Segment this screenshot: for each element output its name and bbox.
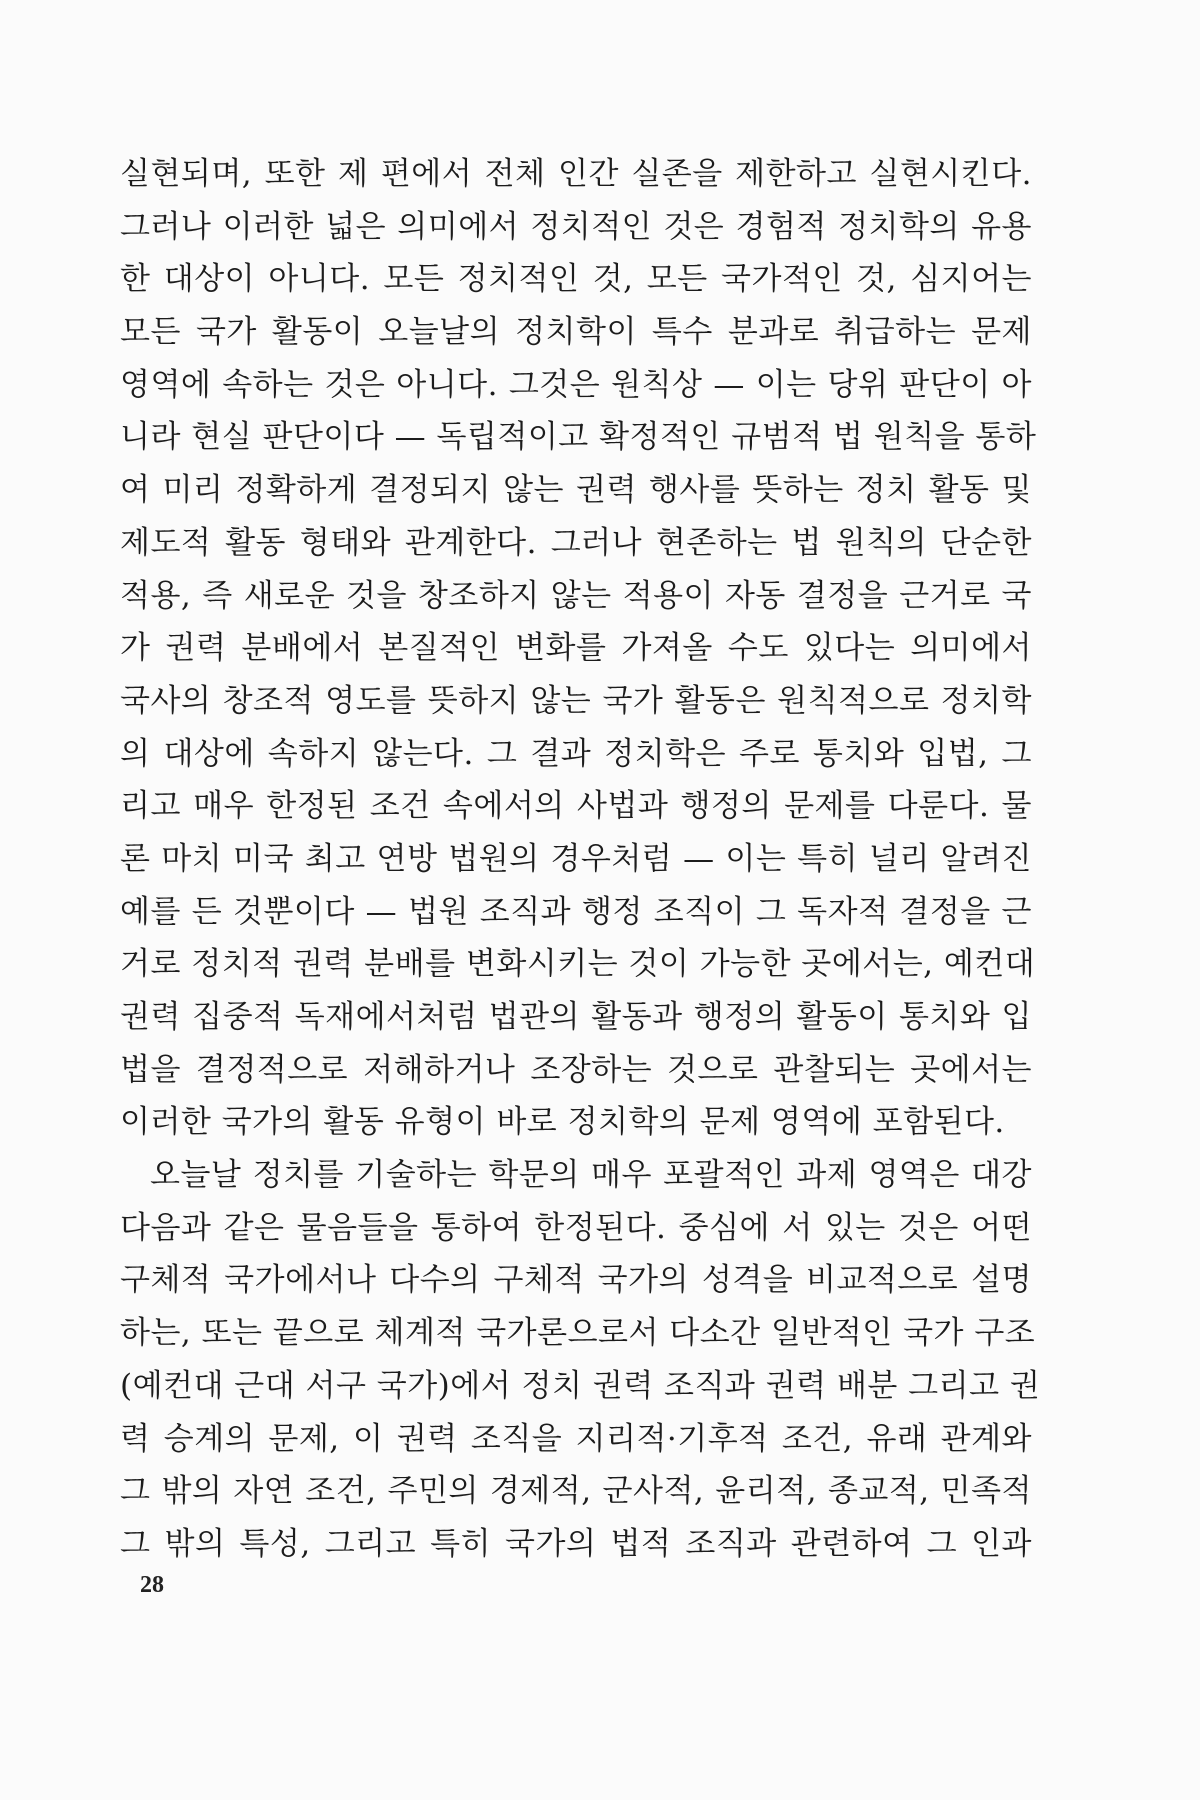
text-line: 론 마치 미국 최고 연방 법원의 경우처럼 — 이는 특히 널리 알려진 bbox=[120, 840, 1032, 877]
text-line: 니라 현실 판단이다 — 독립적이고 확정적인 규범적 법 원칙을 통하 bbox=[120, 419, 1037, 456]
body-text bbox=[120, 148, 1041, 1571]
text-line: 모든 국가 활동이 오늘날의 정치학이 특수 분과로 취급하는 문제 bbox=[120, 314, 1032, 351]
text-line: 적용, 즉 새로운 것을 창조하지 않는 적용이 자동 결정을 근거로 국 bbox=[120, 577, 1032, 614]
text-line: 다음과 같은 물음들을 통하여 한정된다. 중심에 서 있는 것은 어떤 bbox=[120, 1209, 1032, 1246]
text-line: 하는, 또는 끝으로 체계적 국가론으로서 다소간 일반적인 국가 구조 bbox=[120, 1315, 1036, 1352]
text-line: 그 밖의 자연 조건, 주민의 경제적, 군사적, 윤리적, 종교적, 민족적 bbox=[120, 1473, 1032, 1510]
text-line: 국사의 창조적 영도를 뜻하지 않는 국가 활동은 원칙적으로 정치학 bbox=[120, 682, 1032, 719]
text-line: 의 대상에 속하지 않는다. 그 결과 정치학은 주로 통치와 입법, 그 bbox=[120, 735, 1032, 772]
text-line: 그 밖의 특성, 그리고 특히 국가의 법적 조직과 관련하여 그 인과 bbox=[120, 1525, 1032, 1562]
text-line: 제도적 활동 형태와 관계한다. 그러나 현존하는 법 원칙의 단순한 bbox=[120, 524, 1032, 561]
text-line: 영역에 속하는 것은 아니다. 그것은 원칙상 — 이는 당위 판단이 아 bbox=[120, 366, 1032, 403]
text-line: 실현되며, 또한 제 편에서 전체 인간 실존을 제한하고 실현시킨다. bbox=[120, 156, 1032, 192]
text-line: (예컨대 근대 서구 국가)에서 정치 권력 조직과 권력 배분 그리고 권 bbox=[120, 1367, 1041, 1404]
text-line: 가 권력 분배에서 본질적인 변화를 가져올 수도 있다는 의미에서 bbox=[120, 630, 1032, 667]
text-line: 거로 정치적 권력 분배를 변화시키는 것이 가능한 곳에서는, 예컨대 bbox=[120, 946, 1036, 983]
text-line: 그러나 이러한 넓은 의미에서 정치적인 것은 경험적 정치학의 유용 bbox=[120, 208, 1032, 245]
page-number: 28 bbox=[140, 1572, 164, 1598]
text-line: 구체적 국가에서나 다수의 구체적 국가의 성격을 비교적으로 설명 bbox=[120, 1262, 1032, 1299]
text-line: 예를 든 것뿐이다 — 법원 조직과 행정 조직이 그 독자적 결정을 근 bbox=[120, 893, 1032, 930]
text-line: 권력 집중적 독재에서처럼 법관의 활동과 행정의 활동이 통치와 입 bbox=[120, 999, 1032, 1035]
text-line: 오늘날 정치를 기술하는 학문의 매우 포괄적인 과제 영역은 대강 bbox=[150, 1157, 1032, 1194]
text-line: 리고 매우 한정된 조건 속에서의 사법과 행정의 문제를 다룬다. 물 bbox=[120, 788, 1032, 825]
text-line: 여 미리 정확하게 결정되지 않는 권력 행사를 뜻하는 정치 활동 및 bbox=[120, 472, 1032, 509]
text-line: 한 대상이 아니다. 모든 정치적인 것, 모든 국가적인 것, 심지어는 bbox=[120, 261, 1032, 298]
text-line: 법을 결정적으로 저해하거나 조장하는 것으로 관찰되는 곳에서는 bbox=[120, 1051, 1032, 1088]
text-line: 이러한 국가의 활동 유형이 바로 정치학의 문제 영역에 포함된다. bbox=[120, 1104, 1005, 1141]
text-line: 력 승계의 문제, 이 권력 조직을 지리적·기후적 조건, 유래 관계와 bbox=[120, 1420, 1032, 1457]
